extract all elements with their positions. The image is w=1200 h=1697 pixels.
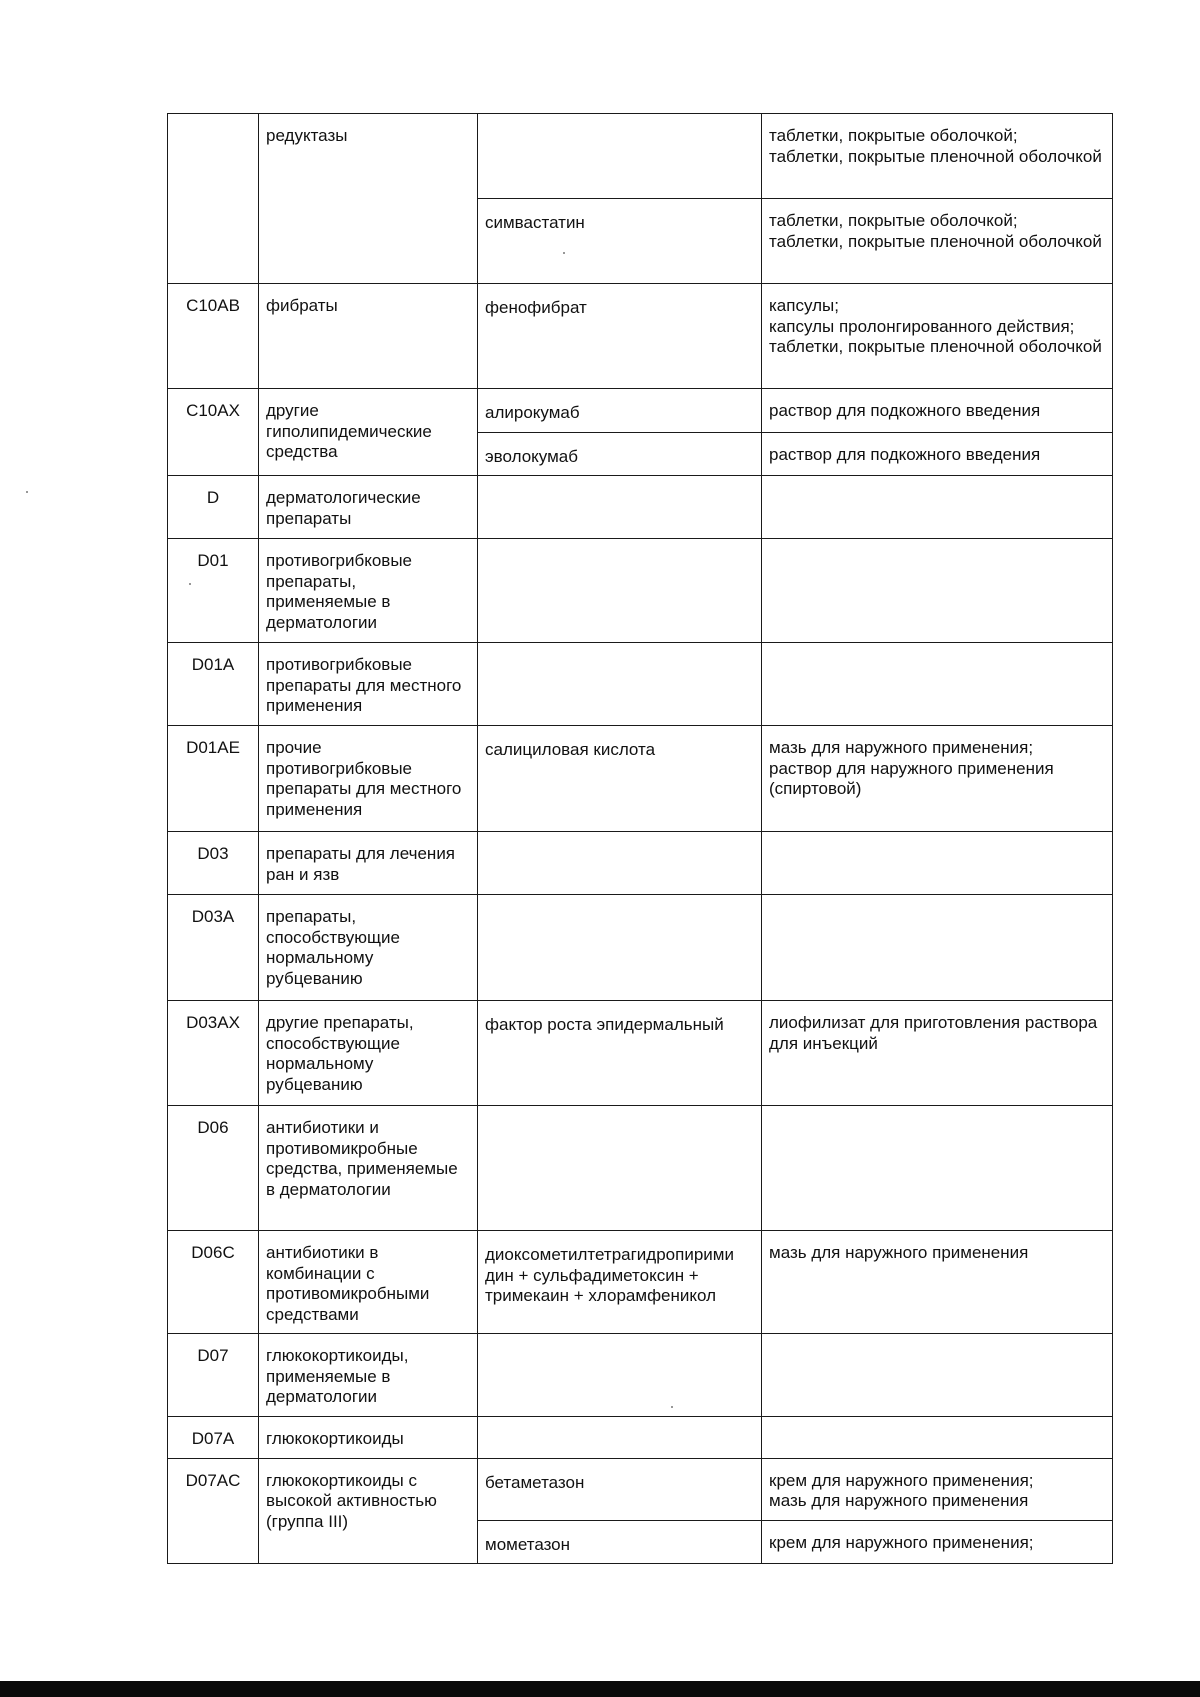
drug-name-cell: фенофибрат — [478, 284, 762, 389]
dosage-form-cell: крем для наружного применения; мазь для наружного применения — [762, 1458, 1113, 1520]
group-name-cell: фибраты — [259, 284, 478, 389]
drug-name-cell: салициловая кислота — [478, 726, 762, 832]
table-row — [168, 284, 1113, 389]
table-row — [168, 1001, 1113, 1106]
atc-code-cell: C10AX — [168, 389, 259, 476]
drug-name-cell: бетаметазон — [478, 1458, 762, 1520]
atc-code-cell: D07 — [168, 1334, 259, 1417]
drug-name-cell: мометазон — [478, 1520, 762, 1564]
drug-name-cell — [478, 476, 762, 539]
dosage-form-cell — [762, 1416, 1113, 1458]
atc-code-cell: D06 — [168, 1106, 259, 1231]
table-row — [168, 1416, 1113, 1458]
drug-name-cell — [478, 643, 762, 726]
drug-name-cell — [478, 1334, 762, 1417]
atc-code-cell: D01AE — [168, 726, 259, 832]
atc-code-cell: D03A — [168, 895, 259, 1001]
group-name-cell: антибиотики и противомикробные средства, применяемые в дерматологии — [259, 1106, 478, 1231]
dosage-form-cell: крем для наружного применения; — [762, 1520, 1113, 1564]
scan-speck — [671, 1406, 673, 1408]
drug-name-cell — [478, 832, 762, 895]
dosage-form-cell: таблетки, покрытые оболочкой; таблетки, покрытые пленочной оболочкой — [762, 199, 1113, 284]
atc-code-cell: D01A — [168, 643, 259, 726]
table-row — [168, 1231, 1113, 1334]
group-name-cell: препараты, способствующие нормальному рубцеванию — [259, 895, 478, 1001]
atc-code-cell: D01 — [168, 539, 259, 643]
group-name-cell: другие гиполипидемические средства — [259, 389, 478, 476]
group-name-cell: прочие противогрибковые препараты для местного применения — [259, 726, 478, 832]
table-row — [168, 1458, 1113, 1520]
dosage-form-cell — [762, 895, 1113, 1001]
drug-name-cell — [478, 1106, 762, 1231]
group-name-cell: глюкокортикоиды, применяемые в дерматологии — [259, 1334, 478, 1417]
table-row — [168, 1334, 1113, 1417]
drug-name-cell: диоксометилтетрагидропирими дин + сульфадиметоксин + тримекаин + хлорамфеникол — [478, 1231, 762, 1334]
group-name-cell: редуктазы — [259, 114, 478, 284]
drug-name-cell: симвастатин — [478, 199, 762, 284]
table-row — [168, 643, 1113, 726]
group-name-cell: дерматологические препараты — [259, 476, 478, 539]
scan-speck — [189, 583, 191, 585]
scan-speck — [26, 491, 28, 493]
table-row — [168, 726, 1113, 832]
drug-name-cell — [478, 895, 762, 1001]
dosage-form-cell: раствор для подкожного введения — [762, 389, 1113, 433]
drug-name-cell: фактор роста эпидермальный — [478, 1001, 762, 1106]
dosage-form-cell: таблетки, покрытые оболочкой; таблетки, покрытые пленочной оболочкой — [762, 114, 1113, 199]
group-name-cell: глюкокортикоиды — [259, 1416, 478, 1458]
table-row — [168, 389, 1113, 433]
dosage-form-cell — [762, 643, 1113, 726]
drug-name-cell — [478, 1416, 762, 1458]
table-row — [168, 476, 1113, 539]
dosage-form-cell — [762, 1334, 1113, 1417]
atc-code-cell — [168, 114, 259, 284]
group-name-cell: противогрибковые препараты для местного применения — [259, 643, 478, 726]
drug-name-cell: алирокумаб — [478, 389, 762, 433]
group-name-cell: препараты для лечения ран и язв — [259, 832, 478, 895]
drug-name-cell: эволокумаб — [478, 432, 762, 476]
group-name-cell: антибиотики в комбинации с противомикробными средствами — [259, 1231, 478, 1334]
table-row — [168, 832, 1113, 895]
drug-name-cell — [478, 114, 762, 199]
atc-code-cell: C10AB — [168, 284, 259, 389]
drug-name-cell — [478, 539, 762, 643]
dosage-form-cell: лиофилизат для приготовления раствора для инъекций — [762, 1001, 1113, 1106]
dosage-form-cell: мазь для наружного применения; раствор для наружного применения (спиртовой) — [762, 726, 1113, 832]
atc-code-cell: D06C — [168, 1231, 259, 1334]
atc-code-cell: D03AX — [168, 1001, 259, 1106]
group-name-cell: глюкокортикоиды с высокой активностью (группа III) — [259, 1458, 478, 1564]
atc-code-cell: D07AC — [168, 1458, 259, 1564]
scan-speck — [563, 252, 565, 254]
drug-classification-table — [167, 113, 1113, 1564]
dosage-form-cell — [762, 539, 1113, 643]
table-row — [168, 114, 1113, 199]
dosage-form-cell: раствор для подкожного введения — [762, 432, 1113, 476]
table-row — [168, 1106, 1113, 1231]
atc-code-cell: D — [168, 476, 259, 539]
atc-code-cell: D03 — [168, 832, 259, 895]
group-name-cell: противогрибковые препараты, применяемые в дерматологии — [259, 539, 478, 643]
dosage-form-cell: мазь для наружного применения — [762, 1231, 1113, 1334]
table-row — [168, 895, 1113, 1001]
dosage-form-cell — [762, 832, 1113, 895]
table-row — [168, 539, 1113, 643]
scan-bottom-edge — [0, 1681, 1200, 1697]
dosage-form-cell — [762, 476, 1113, 539]
atc-code-cell: D07A — [168, 1416, 259, 1458]
dosage-form-cell: капсулы; капсулы пролонгированного действия; таблетки, покрытые пленочной оболочкой — [762, 284, 1113, 389]
group-name-cell: другие препараты, способствующие нормальному рубцеванию — [259, 1001, 478, 1106]
dosage-form-cell — [762, 1106, 1113, 1231]
